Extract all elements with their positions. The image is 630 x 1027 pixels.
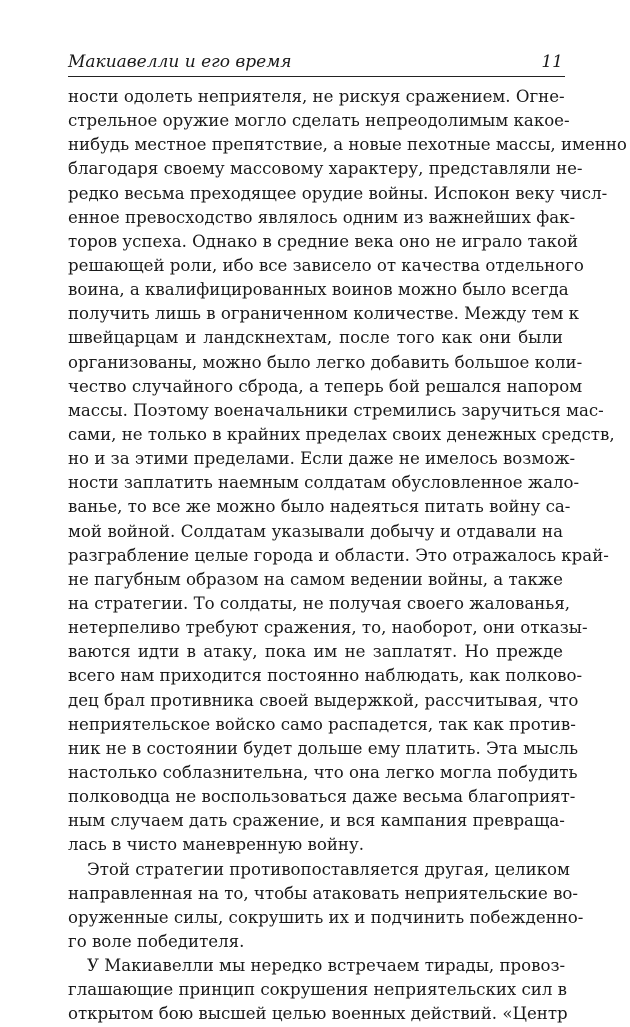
running-head: [68, 50, 565, 76]
text-line: неприятельское войско само распадется, так как против-: [68, 714, 576, 734]
text-line: нибудь местное препятствие, а новые пехотные массы, именно: [68, 135, 627, 155]
text-line: швейцарцам и ландскнехтам, после того как они были: [68, 328, 563, 348]
text-line: благодаря своему массовому характеру, представляли не-: [68, 159, 583, 179]
text-line: получить лишь в ограниченном количестве. Между тем к: [68, 304, 580, 324]
text-line: открытом бою высшей целью военных действий. «Центр: [68, 1004, 568, 1024]
text-line: но и за этими пределами. Если даже не имелось возмож-: [68, 449, 576, 469]
text-line: торов успеха. Однако в средние века оно не играло такой: [68, 231, 579, 251]
text-line: редко весьма преходящее орудие войны. Испокон веку числ-: [68, 183, 608, 203]
text-line: глашающие принцип сокрушения неприятельских сил в: [68, 980, 568, 1000]
text-line: ности одолеть неприятеля, не рискуя сражением. Огне-: [68, 87, 565, 106]
text-line: разграбление целые города и области. Это отражалось край-: [68, 545, 609, 565]
text-line: полководца не воспользоваться даже весьма благоприят-: [68, 787, 576, 807]
text-line: дец брал противника своей выдержкой, рассчитывая, что: [68, 690, 579, 710]
text-line: У Макиавелли мы нередко встречаем тирады, провоз-: [87, 956, 566, 976]
text-line: нетерпеливо требуют сражения, то, наоборот, они отказы-: [68, 618, 588, 638]
text-line: всего нам приходится постоянно наблюдать, как полково-: [68, 666, 583, 686]
text-line: енное превосходство являлось одним из важнейших фак-: [68, 207, 576, 227]
text-line: настолько соблазнительна, что она легко могла побудить: [68, 762, 578, 782]
text-line: лась в чисто маневренную войну.: [68, 835, 364, 855]
running-title: Макиавелли и его время: [68, 52, 292, 72]
text-line: направленная на то, чтобы атаковать неприятельские во-: [68, 883, 579, 903]
text-line: не пагубным образом на самом ведении войны, а также: [68, 569, 563, 589]
text-line: массы. Поэтому военачальники стремились заручиться мас-: [68, 400, 604, 420]
text-line: ваются идти в атаку, пока им не заплатят. Но прежде: [68, 642, 563, 662]
text-line: решающей роли, ибо все зависело от качества отдельного: [68, 255, 584, 275]
text-line: воина, а квалифицированных воинов можно было всегда: [68, 280, 569, 300]
text-line: мой войной. Солдатам указывали добычу и отдавали на: [68, 521, 563, 541]
text-line: на стратегии. То солдаты, не получая своего жалованья,: [68, 593, 571, 613]
text-line: Этой стратегии противопоставляется другая, целиком: [87, 859, 570, 879]
text-line: организованы, можно было легко добавить большое коли-: [68, 352, 583, 372]
body-text: [68, 85, 627, 1026]
text-line: ванье, то все же можно было надеяться питать войну са-: [68, 497, 571, 517]
text-line: сами, не только в крайних пределах своих денежных средств,: [68, 424, 615, 444]
text-line: ности заплатить наемным солдатам обусловленное жало-: [68, 473, 580, 493]
text-line: чество случайного сброда, а теперь бой решался напором: [68, 376, 583, 396]
text-line: ник не в состоянии будет дольше ему платить. Эта мысль: [68, 738, 579, 758]
text-line: оруженные силы, сокрушить их и подчинить побежденно-: [68, 907, 584, 927]
text-line: стрельное оружие могло сделать непреодолимым какое-: [68, 111, 570, 131]
text-line: ным случаем дать сражение, и вся кампания превраща-: [68, 811, 565, 831]
header-rule: [68, 76, 565, 77]
text-line: го воле победителя.: [68, 931, 245, 951]
page-number: 11: [541, 52, 563, 72]
